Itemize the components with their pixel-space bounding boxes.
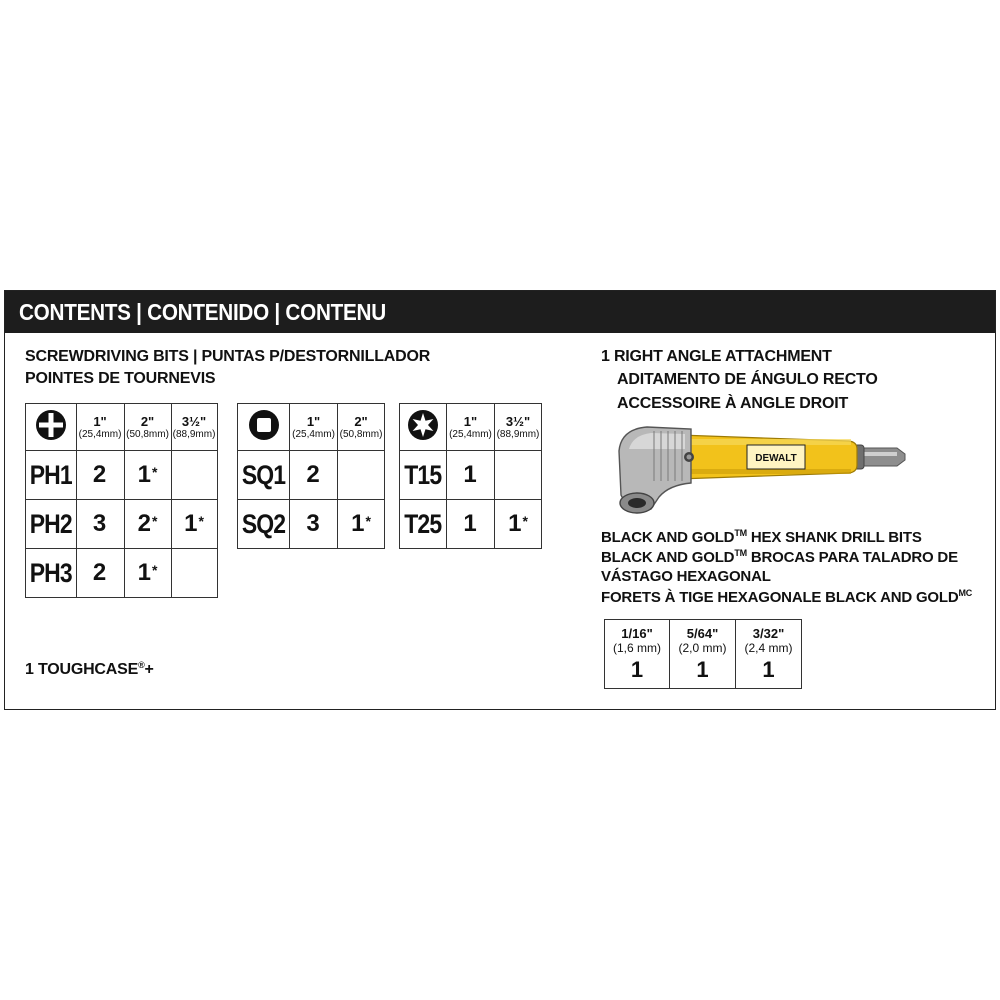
torx-col-2: 3½" (88,9mm) [495,404,542,451]
qty-cell: 1* [124,451,171,500]
bit-label-t15: T15 [400,451,447,500]
phillips-icon [26,404,77,451]
table-row [400,451,542,500]
qty-cell: 1* [171,500,217,549]
phillips-bits-table [25,403,218,598]
contents-header [5,291,995,333]
torx-bits-table [399,403,542,549]
screwdriving-heading-fr: POINTES DE TOURNEVIS [25,370,216,387]
qty-cell [171,451,217,500]
qty-cell [171,549,217,598]
qty-cell: 1* [124,549,171,598]
drill-col-2: 5/64" (2,0 mm) 1 [670,620,736,689]
torx-icon [400,404,447,451]
qty-cell: 2 [290,451,338,500]
qty-cell: 2* [124,500,171,549]
bit-label-ph2: PH2 [26,500,77,549]
header-title: CONTENTS | CONTENIDO | CONTENU [19,299,386,325]
square-bits-table [237,403,385,549]
dewalt-label: DEWALT [755,453,797,464]
drill-bits-title-es: BLACK AND GOLD™ BROCAS PARA TALADRO DE [601,548,958,566]
phillips-col-3: 3½" (88,9mm) [171,404,217,451]
square-col-2: 2" (50,8mm) [338,404,385,451]
drill-bits-title-fr: FORETS À TIGE HEXAGONALE BLACK AND $GOLD^{MC}$ [601,588,973,606]
square-col-1: 1" (25,4mm) [290,404,338,451]
qty-cell [338,451,385,500]
attachment-title-es: ADITAMENTO DE ÁNGULO RECTO [617,371,878,388]
contents-panel [4,290,996,710]
screwdriving-heading: SCREWDRIVING BITS | PUNTAS P/DESTORNILLADOR [25,348,431,365]
bit-label-ph1: PH1 [26,451,77,500]
drill-bits-title-es-2: VÁSTAGO HEXAGONAL [601,568,771,585]
right-angle-attachment-image [599,421,919,521]
table-row [400,500,542,549]
qty-cell: 2 [76,549,124,598]
qty-cell: 3 [76,500,124,549]
phillips-col-2: 2" (50,8mm) [124,404,171,451]
drill-bits-table [604,619,802,689]
qty-cell: 1 [447,451,495,500]
drill-col-1: 1/16" (1,6 mm) 1 [605,620,670,689]
phillips-col-1: 1" (25,4mm) [76,404,124,451]
qty-cell [495,451,542,500]
table-row [26,549,218,598]
bit-label-sq2: SQ2 [238,500,290,549]
qty-cell: 1* [495,500,542,549]
table-row [26,500,218,549]
table-row [238,500,385,549]
table-row [238,451,385,500]
table-row [26,451,218,500]
bit-label-t25: T25 [400,500,447,549]
drill-col-3: 3/32" (2,4 mm) 1 [736,620,802,689]
attachment-title-fr: ACCESSOIRE À ANGLE DROIT [617,395,849,412]
bit-label-sq1: SQ1 [238,451,290,500]
drill-bits-title: BLACK AND GOLD™ HEX SHANK DRILL BITS [601,528,922,546]
qty-cell: 1 [447,500,495,549]
square-drive-icon [238,404,290,451]
qty-cell: 1* [338,500,385,549]
bit-label-ph3: PH3 [26,549,77,598]
qty-cell: 3 [290,500,338,549]
toughcase-item: 1 TOUGHCASE®+ [25,660,154,678]
qty-cell: 2 [76,451,124,500]
torx-col-1: 1" (25,4mm) [447,404,495,451]
attachment-title: 1 RIGHT ANGLE ATTACHMENT [601,348,832,365]
